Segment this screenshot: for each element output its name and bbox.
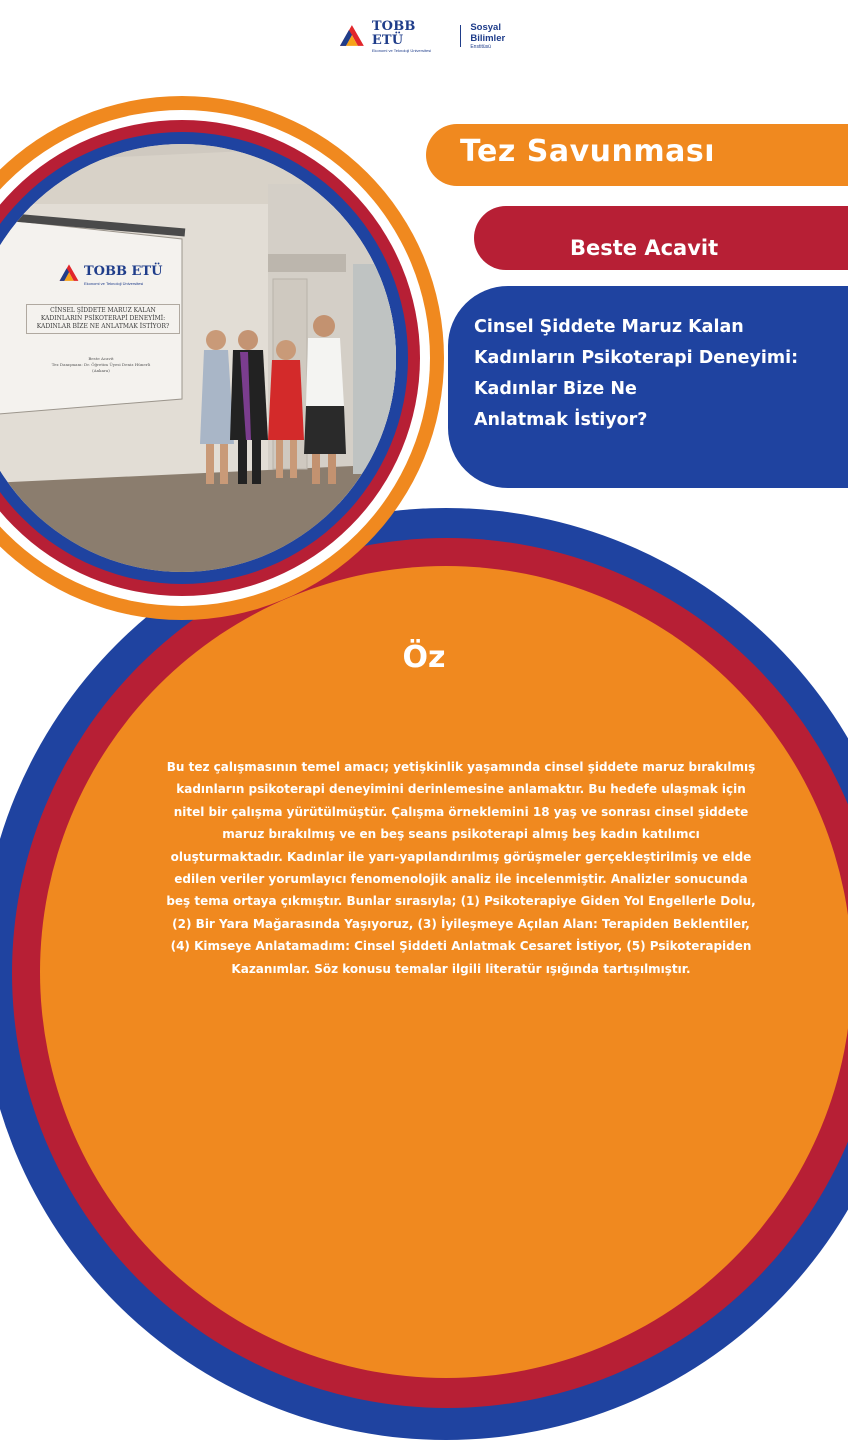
tobb-etu-logo-icon [338, 22, 366, 50]
slide-advisor: Tez Danışmanı: Dr. Öğretim Üyesi Deniz Hünerli [51, 362, 151, 367]
logo-name: TOBB ETÜ [371, 18, 416, 48]
thesis-title-banner [448, 286, 848, 488]
photo-people [0, 144, 396, 572]
logo-subtitle: Ekonomi ve Teknoloji Üniversitesi [371, 47, 432, 53]
presenter-name: Beste Acavit [570, 236, 719, 260]
slide-logo-subtitle: Ekonomi ve Teknoloji Üniversitesi [84, 281, 144, 286]
slide-date: (Ankara) [92, 368, 110, 373]
slide-title: CİNSEL ŞİDDETE MARUZ KALAN KADINLARIN PSİKOTERAPİ DENEYİMİ: KADINLAR BİZE NE ANLATMAK İSTİYOR? [26, 304, 180, 334]
title-banner [426, 124, 848, 186]
abstract-text: Bu tez çalışmasının temel amacı; yetişkinlik yaşamında cinsel şiddete maruz bırakılmış kadınların psikoterapi deneyimini derinlemesine anlamaktır. Bu hedefe ulaşmak için nitel bir çalışma yürütülmüştür. Çalışma örneklemini 18 yaş ve sonrası cinsel şiddete maruz bırakılmış ve en beş seans psikoterapi almış beş kadın katılımcı oluşturmaktadır. Kadınlar ile yarı-yapılandırılmış görüşmeler gerçekleştirilmiş ve elde edilen veriler yorumlayıcı fenomenolojik analiz ile incelenmiştir. Analizler sonucunda beş tema ortaya çıkmıştır. Bunlar sırasıyla; (1) Psikoterapiye Giden Yol Engellerle Dolu, (2) Bir Yara Mağarasında Yaşıyoruz, (3) İyileşmeye Açılan Alan: Terapiden Beklentiler, (4) Kimseye Anlatamadım: Cinsel Şiddeti Anlatmak Cesaret İstiyor, (5) Psikoterapiden Kazanımlar. Söz konusu temalar ilgili literatür ışığında tartışılmıştır. [166, 760, 756, 976]
abstract-heading: Öz [402, 640, 446, 675]
slide-author: Beste Acavit [88, 356, 114, 361]
event-photo [0, 144, 396, 572]
thesis-title-line: Kadınların Psikoterapi Deneyimi: [474, 348, 799, 368]
institute-subtitle: Enstitüsü [470, 44, 491, 50]
event-title: Tez Savunması [460, 134, 715, 169]
thesis-title-line: Anlatmak İstiyor? [474, 410, 648, 430]
logo-text-block [372, 20, 452, 53]
thesis-title-line: Kadınlar Bize Ne [474, 379, 637, 399]
header-logo [338, 18, 538, 54]
slide-logo-text: TOBB ETÜ [84, 264, 163, 279]
institute-text-block [470, 22, 538, 50]
logo-divider [460, 25, 461, 47]
institute-name: Sosyal Bilimler [470, 22, 506, 44]
presenter-banner [474, 206, 848, 270]
thesis-title [474, 312, 848, 436]
thesis-title-line: Cinsel Şiddete Maruz Kalan [474, 317, 744, 337]
